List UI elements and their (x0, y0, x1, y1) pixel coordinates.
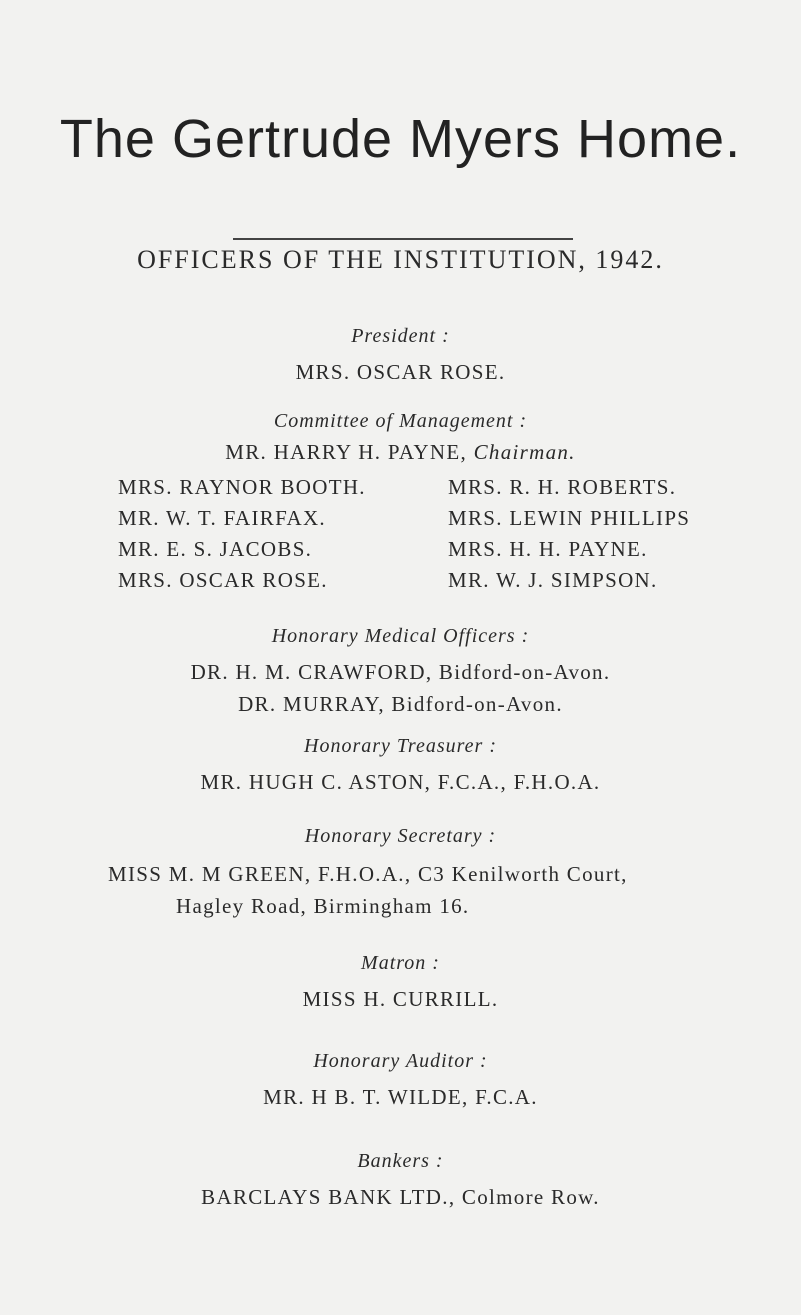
committee-members (118, 472, 718, 596)
matron-heading: Matron : (361, 952, 440, 974)
committee-member: MRS. RAYNOR BOOTH. (118, 475, 366, 499)
committee-row (118, 565, 718, 596)
treasurer-heading: Honorary Treasurer : (304, 735, 497, 757)
auditor-heading: Honorary Auditor : (313, 1050, 488, 1072)
matron-name: MISS H. CURRILL. (302, 987, 499, 1011)
committee-chair-name: MR. HARRY H. PAYNE, (225, 440, 468, 464)
committee-member: MR. E. S. JACOBS. (118, 537, 313, 561)
auditor-name: MR. H B. T. WILDE, F.C.A. (263, 1085, 538, 1109)
medical-heading: Honorary Medical Officers : (271, 625, 530, 647)
secretary-line-1: MISS M. M GREEN, F.H.O.A., C3 Kenilworth Court, (108, 862, 628, 886)
committee-row (118, 472, 718, 503)
medical-officer: DR. H. M. CRAWFORD, Bidford-on-Avon. (190, 660, 611, 684)
secretary-line-2: Hagley Road, Birmingham 16. (176, 894, 470, 918)
committee-chair (0, 440, 801, 465)
committee-chair-role: Chairman. (473, 440, 576, 464)
secretary-heading: Honorary Secretary : (304, 825, 497, 847)
committee-member: MRS. LEWIN PHILLIPS (448, 506, 691, 530)
president-name: MRS. OSCAR ROSE. (295, 360, 506, 384)
title-divider (233, 238, 573, 240)
bankers-heading: Bankers : (357, 1150, 444, 1172)
committee-heading: Committee of Management : (273, 410, 528, 432)
committee-member: MRS. OSCAR ROSE. (118, 568, 328, 592)
committee-member: MR. W. J. SIMPSON. (448, 568, 658, 592)
treasurer-name: MR. HUGH C. ASTON, F.C.A., F.H.O.A. (200, 770, 601, 794)
page-title: The Gertrude Myers Home. (59, 109, 742, 169)
page-subtitle: OFFICERS OF THE INSTITUTION, 1942. (137, 245, 664, 274)
president-heading: President : (351, 325, 450, 347)
committee-row (118, 503, 718, 534)
committee-member: MR. W. T. FAIRFAX. (118, 506, 326, 530)
committee-member: MRS. H. H. PAYNE. (448, 537, 648, 561)
bankers-name: BARCLAYS BANK LTD., Colmore Row. (201, 1185, 600, 1209)
committee-row (118, 534, 718, 565)
committee-member: MRS. R. H. ROBERTS. (448, 475, 677, 499)
medical-officer: DR. MURRAY, Bidford-on-Avon. (238, 692, 563, 716)
